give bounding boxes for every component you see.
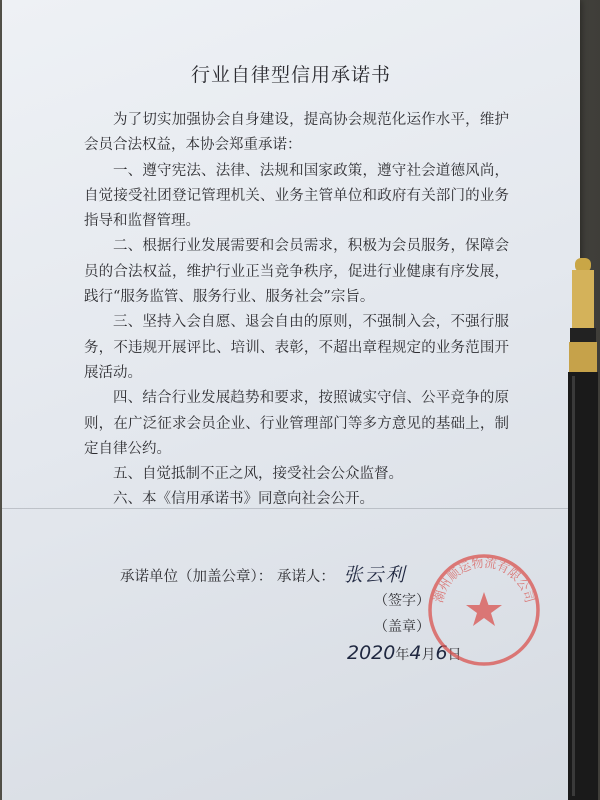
date-month-unit: 月 bbox=[421, 647, 436, 663]
pen bbox=[566, 258, 600, 800]
date-year: 2020 bbox=[347, 642, 396, 664]
svg-text:潮州顺运物流有限公司: 潮州顺运物流有限公司 bbox=[431, 555, 537, 605]
clause-2: 二、根据行业发展需要和会员需求，积极为会员服务，保障会员的合法权益，维护行业正当竞争秩序，促进行业健康有序发展，践行“服务监管、服务行业、服务社会”宗旨。 bbox=[84, 238, 509, 306]
intro-paragraph: 为了切实加强协会自身建设，提高协会规范化运作水平，维护会员合法权益，本协会郑重承诺： bbox=[84, 112, 509, 154]
date-year-unit: 年 bbox=[395, 647, 410, 663]
clause-4: 四、结合行业发展趋势和要求，按照诚实守信、公平竞争的原则，在广泛征求会员企业、行业管理部门等多方意见的基础上，制定自律公约。 bbox=[84, 390, 509, 457]
document-body bbox=[84, 108, 509, 513]
seal-label: （盖章） bbox=[374, 619, 430, 635]
clause-1: 一、遵守宪法、法律、法规和国家政策，遵守社会道德风尚，自觉接受社团登记管理机关、业务主管单位和政府有关部门的业务指导和监督管理。 bbox=[84, 162, 509, 230]
document-page bbox=[2, 0, 580, 800]
unit-label: 承诺单位（加盖公章）： bbox=[120, 569, 273, 585]
date-day: 6 bbox=[435, 642, 448, 664]
clause-6: 六、本《信用承诺书》同意向社会公开。 bbox=[113, 491, 374, 508]
promiser-label: 承诺人： bbox=[276, 569, 335, 585]
sign-label: （签字） bbox=[374, 593, 430, 609]
handwritten-signature: 张云利 bbox=[343, 564, 407, 586]
clause-3: 三、坚持入会自愿、退会自由的原则，不强制入会，不强行服务，不违规开展评比、培训、表彰，不超出章程规定的业务范围开展活动。 bbox=[84, 314, 509, 381]
document-title: 行业自律型信用承诺书 bbox=[190, 64, 391, 86]
clause-5: 五、自觉抵制不正之风，接受社会公众监督。 bbox=[113, 466, 403, 483]
date-day-unit: 日 bbox=[447, 647, 462, 663]
official-seal-stamp bbox=[424, 550, 544, 670]
date-month: 4 bbox=[409, 642, 422, 664]
signature-line bbox=[120, 560, 406, 587]
